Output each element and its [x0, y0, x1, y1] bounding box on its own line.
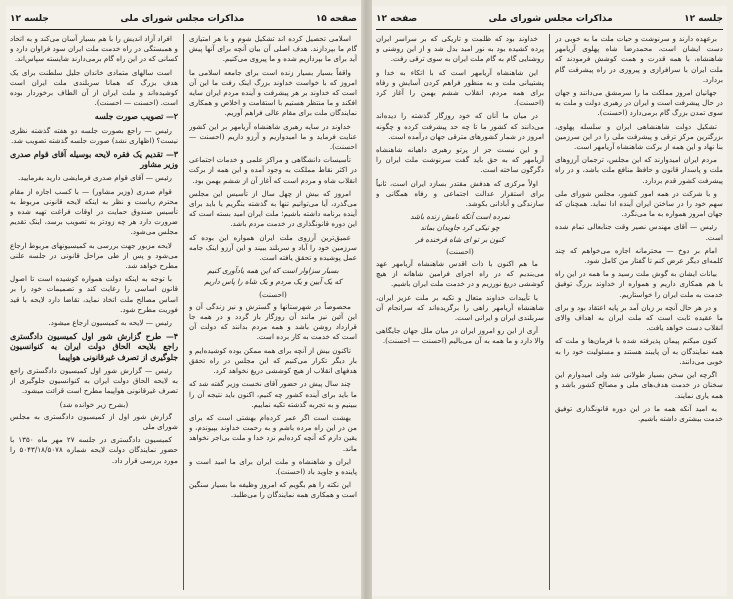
paragraph: چند سال پیش در حضور آقای نخست وزیر گفته شد که ما باید برای آینده کشور چه کنیم، اکنون باید نتیجه آن را ببینیم و به تجربه گذشته تکیه نماییم. [189, 379, 357, 409]
paragraph: امروز که بیش از چهل سال از تأسیس این مجلس می‌گذرد، آیا می‌توانیم تنها به گذشته بنگریم یا باید برای آینده برنامه داشته باشیم؛ ملت ایران امید بسته است که این دوره قانونگذاری در خدمت مردم باشد. [189, 188, 357, 229]
paragraph: رئیس — آقای مهندس نصیر وقت جنابعالی تمام شده است. [555, 222, 723, 242]
verse-line: نمرده است آنکه نامش زنده باشد [410, 212, 510, 222]
paragraph: است سالهای متمادی خاندان جلیل سلطنت برای یک هدف بزرگ که همانا سربلندی ملت ایران است کوشیده‌اند و ملت ایران از آن الطاف برخوردار بوده است. (احسنت — احسنت). [10, 67, 178, 108]
right-page [372, 6, 727, 596]
paragraph: اسلامی تحصیل کرده اند تشکیل شوم و با هر امتیازی گام ما بپردازند. هدف اصلی آن بیان آنچه برای آنها پیش آید برای ما بپردازیم شده و ما پیروی می‌کنیم. [189, 34, 357, 64]
right-page-header [376, 10, 723, 28]
paragraph: افراد آزاد اندیش را با هم بسیار آسان می‌کند و به اتحاد و همبستگی در راه خدمت ملت ایران سود فراوان دارد و کسانی که در این راه گام برمی‌دارند شایسته سپاس‌اند. [10, 34, 178, 64]
verse-line: بسیار سزاوار است که این همه یادآوری کنیم [207, 266, 339, 276]
paragraph: برعهده دارند و سرنوشت و حیات ملت ما به خوبی در دست ایشان است، محمدرضا شاه پهلوی آریامهر شاهنشاه، با همه قدرت و همت کوشش فرمودند که ملت ایران با سرافرازی و پیروزی در راه پیشرفت گام بردارد. [555, 34, 723, 84]
centered-note: (احسنت) [259, 289, 287, 299]
verse-line: که یک آیین و یک مردم و یک شاه را پاس داریم [204, 277, 342, 287]
paragraph: این شاهنشاه آریامهر است که با اتکاء به خدا و پشتیبانی ملت و به منظور فراهم کردن آسایش و رفاه برای همه مردم، انقلاب ششم بهمن را آغاز کرد (احسنت). [376, 67, 544, 108]
paragraph: تاکنون بیش از آنچه برای همه ممکن بوده کوشیده‌ایم و بار دیگر تکرار می‌کنیم که این مجلس در راه تحقق هدفهای انقلاب از هیچ کوششی دریغ نخواهد کرد. [189, 345, 357, 376]
paragraph: قوام صدری (وزیر مشاور) — با کسب اجازه از مقام محترم ریاست و نظر به اینکه لایحه قانونی مربوط به تأسیس صندوق حمایت در اوقات فراغت تهیه شده و ضرورت دارد هر چه زودتر به تصویب برسد، اینک تقدیم مجلس می‌شود. [10, 186, 178, 237]
paragraph: و این نیست جز از پرتو رهبری داهیانه شاهنشاه آریامهر که به حق باید گفت سرنوشت ملت ایران را دگرگون ساخته است. [376, 145, 544, 175]
section-heading: ۴— طرح گزارش شور اول کمیسیون دادگستری راجع بلایحه الحاق دولت ایران به کنوانسیون جلوگیری از تصرف غیرقانونی هواپیما [10, 332, 178, 362]
left-page-header [10, 10, 357, 28]
paragraph: بیانات ایشان به گوش ملت رسید و ما همه در این راه با هم همکاری داریم و همواره از خداوند بزرگ توفیق خدمت به ملت ایران را خواستاریم. [555, 269, 723, 299]
paragraph: خداوند بود که ظلمت و تاریکی که بر سراسر ایران پرده کشیده بود به نور امید بدل شد و از این روشنی و روشنایی گام به گام ملت ایران به سوی ترقی رفت. [376, 34, 544, 64]
right-column-left [376, 34, 544, 590]
paragraph: رئیس — گزارش شور اول کمیسیون دادگستری راجع به لایحه الحاق دولت ایران به کنوانسیون جلوگیری از تصرف غیرقانونی هواپیما مطرح است قرائت میشود. [10, 365, 178, 396]
paragraph: خداوند در سایه رهبری شاهنشاه آریامهر بر این کشور عنایت فرماید و ما امیدواریم و آرزو داریم (احسنت — احسنت). [189, 121, 357, 152]
paragraph: کنون میکنم پیمان پذیرفته شده با فرمان‌ها و ملت که همه نمایندگان به آن پایبند هستند و مسئولیت خود را به خوبی می‌دانند. [555, 336, 723, 366]
left-column-left [10, 34, 178, 590]
right-column-right [555, 34, 723, 590]
paragraph: رئیس — لایحه به کمیسیون ارجاع میشود. [48, 318, 172, 328]
right-column-divider [549, 34, 550, 590]
centered-note: (بشرح زیر خوانده شد) [59, 399, 129, 409]
left-column-right [189, 34, 357, 590]
left-page-number: صفحه ۱۵ [315, 14, 357, 24]
verse-line: چو نیکی کرد جاویدان بماند [420, 223, 500, 233]
paragraph: این نکته را هم بگویم که امروز وظیفه ما بسیار سنگین است و همکاری همه نمایندگان را می‌طلبد. [189, 480, 357, 500]
right-page-title: مذاکرات مجلس شورای ملی [488, 14, 613, 24]
paragraph: به امید آنکه همه ما در این دوره قانونگذاری توفیق خدمت بیشتری داشته باشیم. [555, 403, 723, 423]
paragraph: و در هر حال آنچه بر زبان آمد بر پایه اعتقاد بود و برای ما عقیده ثابت است که ملت ایران به اهداف والای انقلاب دست خواهد یافت. [555, 302, 723, 333]
paragraph: کمیسیون دادگستری در جلسه ۲۷ مهر ماه ۱۳۵۰ با حضور نمایندگان دولت لایحه شماره ۵۰۴۳/۱۸/۵۰۷۸ را مورد بررسی قرار داد. [10, 435, 178, 465]
paragraph: در میان ما آنان که خود روزگار گذشته را دیده‌اند می‌دانند که کشور ما تا چه حد پیشرفت کرده و چگونه امروز در شمار کشورهای مترقی جهان درآمده است. [376, 111, 544, 141]
paragraph: و با شرکت در همه امور کشور، مجلس شورای ملی سهم خود را در ساختن ایران آینده ادا نماید. همچنان که جهان امروز همواره به ما می‌نگرد. [555, 188, 723, 219]
paragraph: ما هم اکنون با ذات اقدس شاهنشاه آریامهر عهد می‌بندیم که در راه اجرای فرامین شاهانه از هیچ کوششی دریغ نورزیم و در خدمت ملت ایران باشیم. [376, 259, 544, 289]
left-header-rule [10, 29, 357, 30]
paragraph: تشکیل دولت شاهنشاهی ایران و سلسله پهلوی، بزرگترین مرکز ترقی و پیشرفت ملی را در این سرزمین بنا نهاد و این همه از برکت شاهنشاه آریامهر است. [555, 121, 723, 152]
section-heading: ۳— تقدیم یک فقره لایحه بوسیله آقای قوام صدری وزیر مشاور [10, 150, 178, 170]
paragraph: با تأییدات خداوند متعال و تکیه بر ملت عزیز ایران، شاهنشاه آریامهر راهی را برگزیده‌اند که سرانجام آن سربلندی ایران و ایرانی است. [376, 292, 544, 323]
paragraph: گزارش شور اول از کمیسیون دادگستری به مجلس شورای ملی [10, 411, 178, 431]
paragraph: محصوصاً در شهرستانها و گسترش و نیز زندگی آن و این آئین نیز مانند آن روزگار باز گردد و در همه جا قرارداد روشن باشد و همه مردم بدانند که دولت آن است که خدمت به کار برده است. [189, 301, 357, 342]
right-page-number: صفحه ۱۲ [376, 14, 418, 24]
right-session-label: جلسه ۱۲ [684, 14, 723, 24]
paragraph: تأسیسات دانشگاهی و مراکز علمی و خدمات اجتماعی در اکثر نقاط مملکت به وجود آمده و این همه از برکت انقلاب شاه و مردم است که آغاز آن از ششم بهمن بود. [189, 155, 357, 185]
right-header-rule [376, 29, 723, 30]
paragraph: با توجه به اینکه دولت همواره کوشیده است تا اصول قانون اساسی را رعایت کند و تصمیمات خود را بر اساس مصالح ملت اتخاذ نماید، تقاضا دارد لایحه با قید فوریت مطرح شود. [10, 274, 178, 314]
book-gutter [361, 0, 372, 599]
paragraph: بهشت است اگر عمر کرده‌ام بهشتی است که برای من در این راه مرده باشم و به رحمت خداوند بپیوندم، و یقین دارم که آنچه کرده‌ایم نزد خدا و ملت بی‌اجر نخواهد ماند. [189, 412, 357, 453]
paragraph: عمیق‌ترین آرزوی ملت ایران همواره این بوده که سرزمین خود را آباد و سربلند ببیند و این آرزو اینک جامه عمل پوشیده و تحقق یافته است. [189, 232, 357, 263]
paragraph: امام بر دوخ — محترمانه اجازه می‌خواهم که چند کلمه‌ای دیگر عرض کنم تا گفتار من کامل شود. [555, 245, 723, 266]
left-page-title: مذاکرات مجلس شورای ملی [120, 14, 245, 24]
paragraph: مردم ایران امیدوارند که این مجلس، ترجمان آرزوهای ملت و پاسدار قانون و حافظ منافع ملت باشد، و در راه پیشرفت کشور قدم بردارد. [555, 155, 723, 185]
paragraph: لایحه مزبور جهت بررسی به کمیسیونهای مربوط ارجاع می‌شود و پس از طی مراحل قانونی در جلسه علنی مطرح خواهد شد. [10, 240, 178, 271]
paragraph: رئیس — آقای قوام صدری فرمایشی دارید بفرمایید. [18, 173, 172, 183]
left-session-label: جلسه ۱۲ [10, 14, 49, 24]
verse-line: کنون بر تو ای شاه فرخنده فر [415, 234, 505, 244]
section-heading: ۲— تصویب صورت جلسه [94, 112, 178, 122]
left-page [6, 6, 361, 596]
paragraph: اولاً مرکزی که هدفش مقتدر بسازد ایران است، ثانیاً برای استقرار عدالت اجتماعی و رفاه همگانی و سازندگی و آبادانی بکوشد. [376, 178, 544, 209]
centered-note: (احسنت) [446, 246, 474, 256]
paragraph: واقفاً بسیار بسیار زنده است برای جامعه اسلامی ما امروز که با خواست خداوند بزرگ اینک رفت ما این آن است که خداوند بر هر پیشرفت و آینده مردم ایران سایه افکند و ما منتظر هستیم با استقامت و اخلاص و همکاری نمایندگان ملت برای مقام عالی فراهم آوریم. [189, 67, 357, 118]
paragraph: ایران و شاهنشاه و ملت ایران برای ما امید است و پاینده و جاوید باد (احسنت). [189, 456, 357, 476]
paragraph: آری از این رو امروز ایران در میان ملل جهان جایگاهی والا دارد و ما همه به آن می‌بالیم (احسنت — احسنت). [376, 326, 544, 346]
paragraph: رئیس — راجع بصورت جلسه دو هفته گذشته نظری نیست؟ (اظهاری نشد) صورت جلسه گذشته تصویب شد. [10, 125, 178, 145]
paragraph: اگرچه این سخن بسیار طولانی شد ولی امیدوارم این سخنان در خدمت هدف‌های ملی و مصالح کشور باشد و همه یاری نمایند. [555, 370, 723, 400]
paragraph: جهانیان امروز مملکت ما را سرمشق می‌دانند و جهان در حال پیشرفت است و ایران در رهبری دولت و ملت به سوی تمدن بزرگ گام برمی‌دارد (احسنت). [555, 88, 723, 118]
left-column-divider [183, 34, 184, 590]
